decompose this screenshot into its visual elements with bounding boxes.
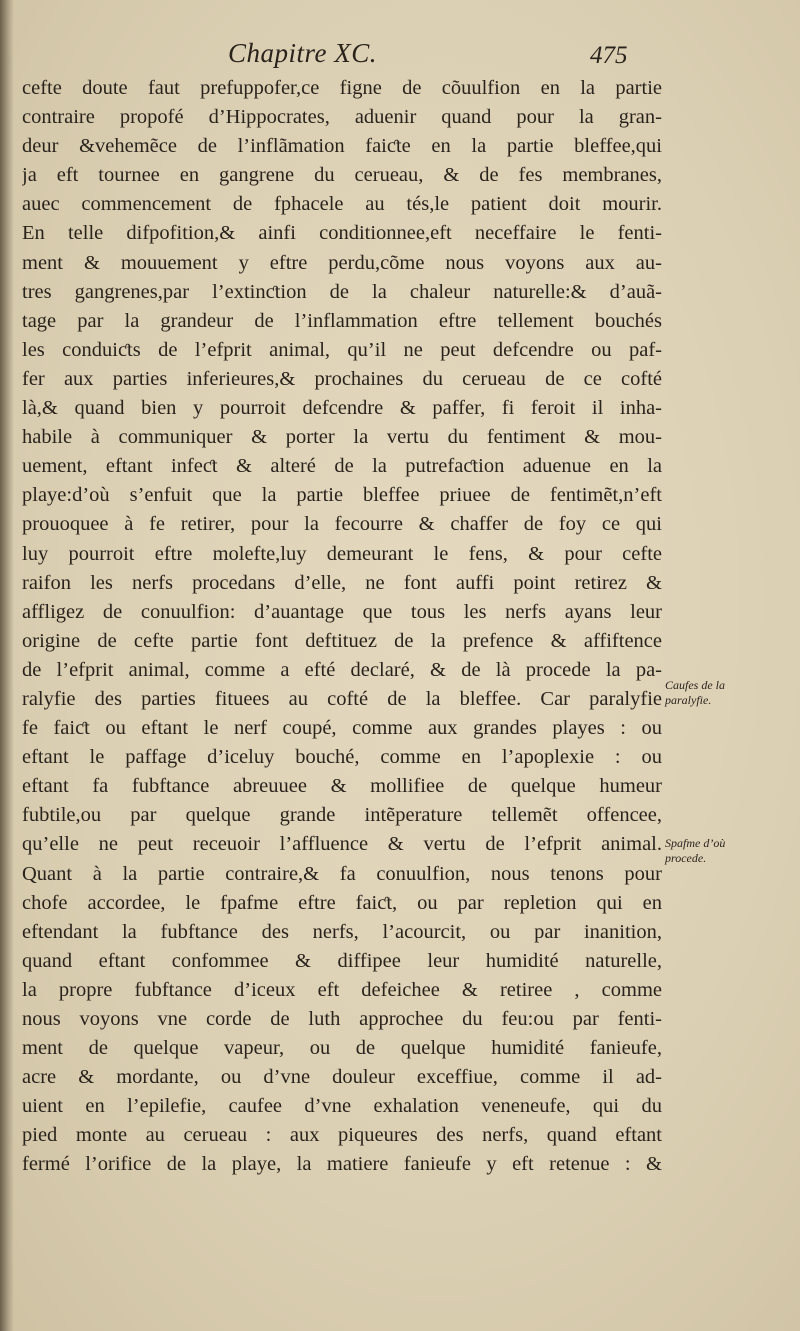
text-line: ment & mouuement y eftre perdu,cõme nous voyons aux au- bbox=[22, 251, 662, 274]
text-line: acre & mordante, ou d’vne douleur exceffiue, comme il ad- bbox=[22, 1066, 662, 1089]
margin-note-line: paralyfie. bbox=[665, 693, 712, 707]
text-line: qu’elle ne peut receuoir l’affluence & vertu de l’efprit animal. bbox=[22, 833, 662, 856]
margin-note-line: Spafme d’où bbox=[665, 836, 726, 850]
text-line: playe:d’où s’enfuit que la partie bleffee priuee de fentimẽt,n’eft bbox=[22, 484, 662, 507]
text-line: fubtile,ou par quelque grande intẽperature tellemẽt offencee, bbox=[22, 804, 662, 827]
page-number: 475 bbox=[590, 42, 628, 69]
margin-note-causes-paralysie bbox=[665, 678, 800, 708]
text-line: origine de cefte partie font deftituez de la prefence & affiftence bbox=[22, 629, 662, 652]
text-line: contraire propofé d’Hippocrates, aduenir quand pour la gran- bbox=[22, 106, 662, 129]
text-line: Quant à la partie contraire,& fa conuulfion, nous tenons pour bbox=[22, 862, 662, 885]
running-title: Chapitre XC. bbox=[228, 38, 378, 68]
text-line: de l’efprit animal, comme a efté declaré, & de là procede la pa- bbox=[22, 658, 662, 681]
text-line: affligez de conuulfion: d’auantage que tous les nerfs ayans leur bbox=[22, 600, 662, 623]
text-line: auec commencement de fphacele au tés,le patient doit mourir. bbox=[22, 193, 662, 216]
text-line: là,& quand bien y pourroit defcendre & paffer, fi feroit il inha- bbox=[22, 397, 662, 420]
margin-note-line: Caufes de la bbox=[665, 678, 725, 692]
page-header bbox=[0, 38, 800, 78]
text-line: tage par la grandeur de l’inflammation eftre tellement bouchés bbox=[22, 309, 662, 332]
text-line: eftant fa fubftance abreuuee & mollifiee de quelque humeur bbox=[22, 775, 662, 798]
text-line: fer aux parties inferieures,& prochaines du cerueau de ce cofté bbox=[22, 367, 662, 390]
text-line: fe faiƈt ou eftant le nerf coupé, comme aux grandes playes : ou bbox=[22, 717, 662, 740]
page-gutter-shadow bbox=[0, 0, 14, 1331]
text-line: fermé l’orifice de la playe, la matiere fanieufe y eft retenue : & bbox=[22, 1153, 662, 1176]
text-line: uement, eftant infeƈt & alteré de la putrefaƈtion aduenue en la bbox=[22, 455, 662, 478]
text-line: cefte doute faut prefuppofer,ce figne de cõuulfion en la partie bbox=[22, 77, 662, 99]
text-line: prouoquee à fe retirer, pour la fecourre & chaffer de foy ce qui bbox=[22, 513, 662, 536]
text-line: les conduiƈts de l’efprit animal, qu’il ne peut defcendre ou paf- bbox=[22, 338, 662, 361]
text-line: la propre fubftance d’iceux eft defeichee & retiree , comme bbox=[22, 978, 662, 1001]
body-text bbox=[22, 74, 662, 1180]
text-line: uient en l’epilefie, caufee d’vne exhalation veneneufe, qui du bbox=[22, 1095, 662, 1118]
text-line: pied monte au cerueau : aux piqueures des nerfs, quand eftant bbox=[22, 1124, 662, 1147]
text-line: raifon les nerfs procedans d’elle, ne font auffi point retirez & bbox=[22, 571, 662, 594]
margin-note-line: procede. bbox=[665, 851, 707, 865]
text-line: quand eftant confommee & diffipee leur humidité naturelle, bbox=[22, 949, 662, 972]
text-line: chofe accordee, le fpafme eftre faiƈt, ou par repletion qui en bbox=[22, 891, 662, 914]
text-line: tres gangrenes,par l’extinƈtion de la chaleur naturelle:& d’auã- bbox=[22, 280, 662, 303]
text-line: nous voyons vne corde de luth approchee du feu:ou par fenti- bbox=[22, 1008, 662, 1030]
margin-note-spasme-procede bbox=[665, 836, 800, 866]
text-line: ment de quelque vapeur, ou de quelque humidité fanieufe, bbox=[22, 1037, 662, 1060]
text-line: eftendant la fubftance des nerfs, l’acourcit, ou par inanition, bbox=[22, 920, 662, 943]
text-line: En telle difpofition,& ainfi conditionnee,eft neceffaire le fenti- bbox=[22, 222, 662, 245]
text-line: ja eft tournee en gangrene du cerueau, & de fes membranes, bbox=[22, 164, 662, 187]
text-line: luy pourroit eftre molefte,luy demeurant le fens, & pour cefte bbox=[22, 542, 662, 565]
text-line: deur &vehemẽce de l’inflãmation faiƈte en la partie bleffee,qui bbox=[22, 135, 662, 158]
text-line: ralyfie des parties fituees au cofté de la bleffee. Car paralyfie bbox=[22, 687, 662, 710]
text-line: eftant le paffage d’iceluy bouché, comme en l’apoplexie : ou bbox=[22, 746, 662, 769]
text-line: habile à communiquer & porter la vertu du fentiment & mou- bbox=[22, 426, 662, 449]
